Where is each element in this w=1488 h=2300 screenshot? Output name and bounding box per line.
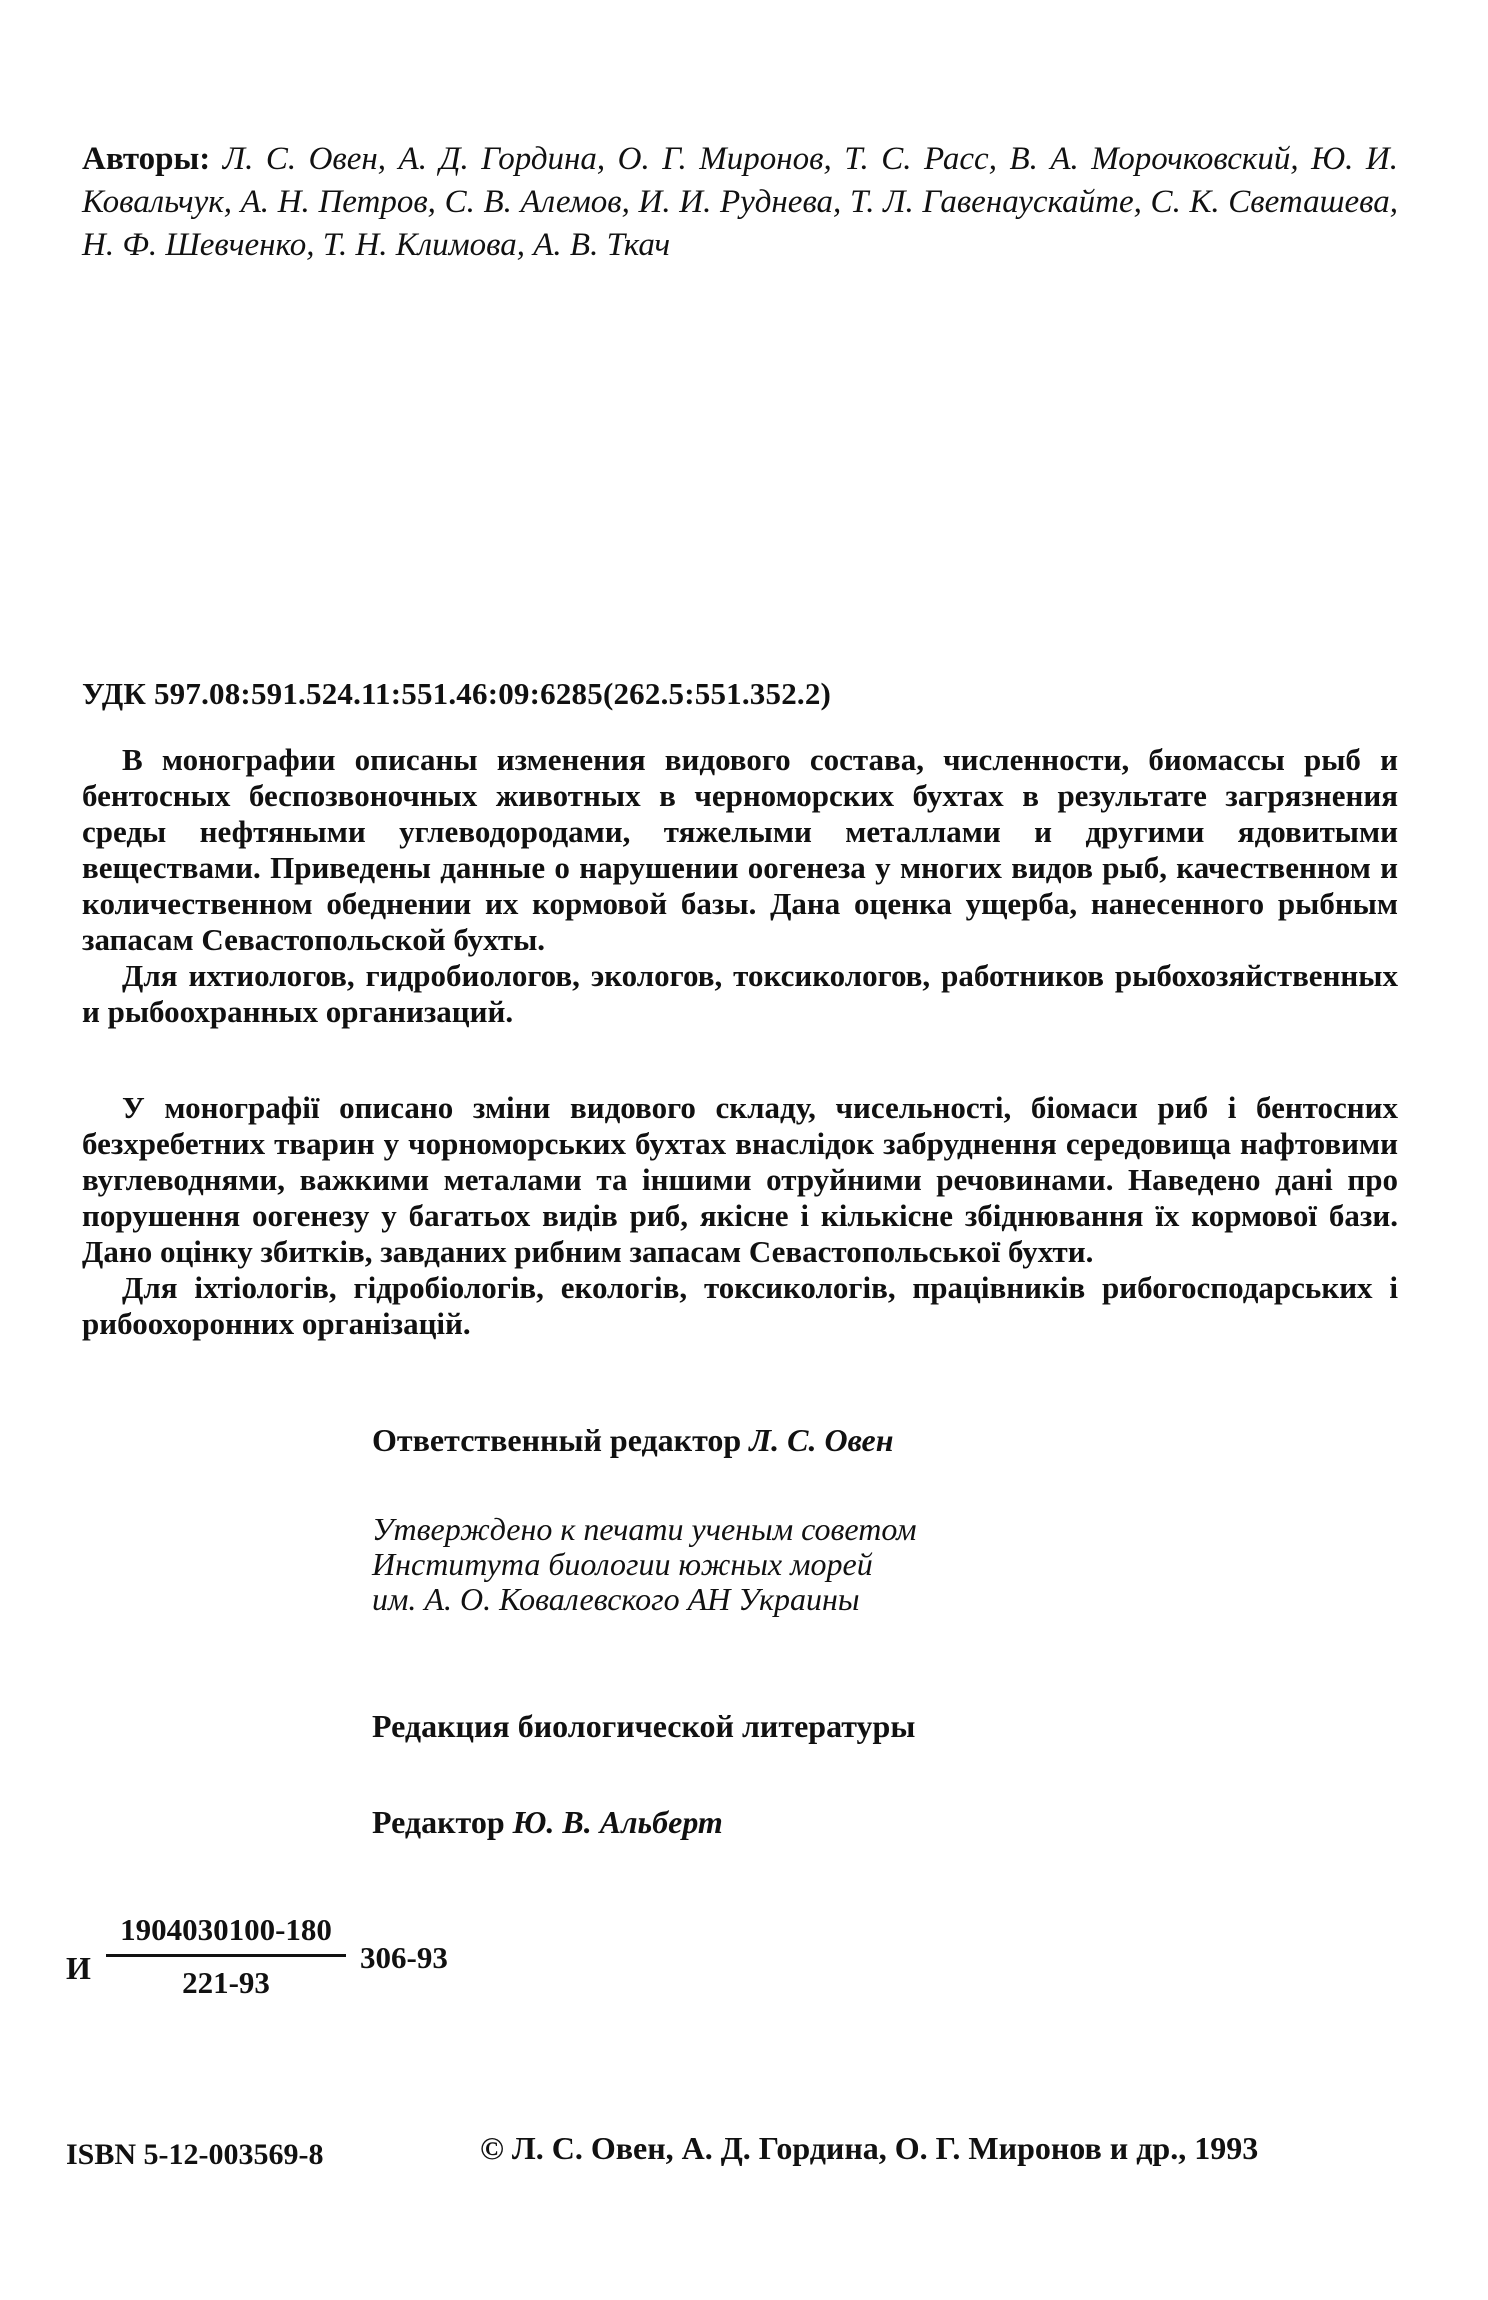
authors-label: Авторы: [82, 141, 211, 177]
editor-name: Ю. В. Альберт [512, 1804, 723, 1840]
index-letter: И [66, 1950, 91, 1986]
approval-line-1: Утверждено к печати ученым советом [372, 1511, 917, 1547]
copyright-notice: © Л. С. Овен, А. Д. Гордина, О. Г. Миронов и др., 1993 [480, 2130, 1259, 2166]
annotation-ua-audience: Для іхтіологів, гідробіологів, екологів, токсикологів, працівників рибогосподарських і рибоохоронних організацій. [82, 1270, 1398, 1341]
index-fraction [106, 1912, 346, 2001]
udk-code: УДК 597.08:591.524.11:551.46:09:6285(262.5:551.352.2) [82, 676, 832, 711]
authors-names: Л. С. Овен, А. Д. Гордина, О. Г. Миронов, Т. С. Расс, В. А. Морочковский, Ю. И. Ковальчук, А. Н. Петров, С. В. Алемов, И. И. Руднева, Т. Л. Гавенаускайте, С. К. Светашева, Н. Ф. Шевченко, Т. Н. Климова, А. В. Ткач [82, 141, 1398, 263]
annotation-ru-paragraph: В монографии описаны изменения видового состава, численности, биомассы рыб и бентосных беспозвоночных животных в черноморских бухтах в результате загрязнения среды нефтяными углеводородами, тяжелыми металлами и другими ядовитыми веществами. Приведены данные о нарушении оогенеза у многих видов рыб, качественном и количественном обеднении их кормовой базы. Дана оценка ущерба, нанесенного рыбным запасам Севастопольской бухты. [82, 742, 1398, 957]
approval-line-2: Института биологии южных морей [372, 1546, 873, 1582]
index-suffix: 306-93 [360, 1940, 448, 1975]
publication-index-code [66, 1912, 486, 2022]
annotation-ua-paragraph: У монографії описано зміни видового складу, чисельності, біомаси риб і бентосних безхребетних тварин у чорноморських бухтах внаслідок забруднення середовища нафтовими вуглеводнями, важкими металами та іншими отруйними речовинами. Наведено дані про порушення оогенезу у багатьох видів риб, якісне і кількісне збіднювання їх кормової бази. Дано оцінку збитків, завданих рибним запасам Севастопольської бухти. [82, 1090, 1398, 1269]
editor [372, 1804, 723, 1841]
redaction-label: Редакция биологической литературы [372, 1708, 916, 1744]
index-denominator: 221-93 [182, 1965, 270, 2000]
editor-label: Редактор [372, 1804, 505, 1840]
approval-note [372, 1512, 917, 1617]
annotation-ru-audience: Для ихтиологов, гидробиологов, экологов, токсикологов, работников рыбохозяйственных и рыбоохранных организаций. [82, 958, 1398, 1029]
responsible-editor-label: Ответственный редактор [372, 1422, 742, 1458]
annotation-ukrainian [82, 1090, 1398, 1342]
authors-list [82, 138, 1398, 267]
isbn: ISBN 5-12-003569-8 [66, 2138, 324, 2171]
approval-line-3: им. А. О. Ковалевского АН Украины [372, 1581, 860, 1617]
responsible-editor [372, 1422, 893, 1459]
index-numerator: 1904030100-180 [106, 1912, 346, 1957]
responsible-editor-name: Л. С. Овен [749, 1422, 894, 1458]
annotation-russian [82, 742, 1398, 1030]
